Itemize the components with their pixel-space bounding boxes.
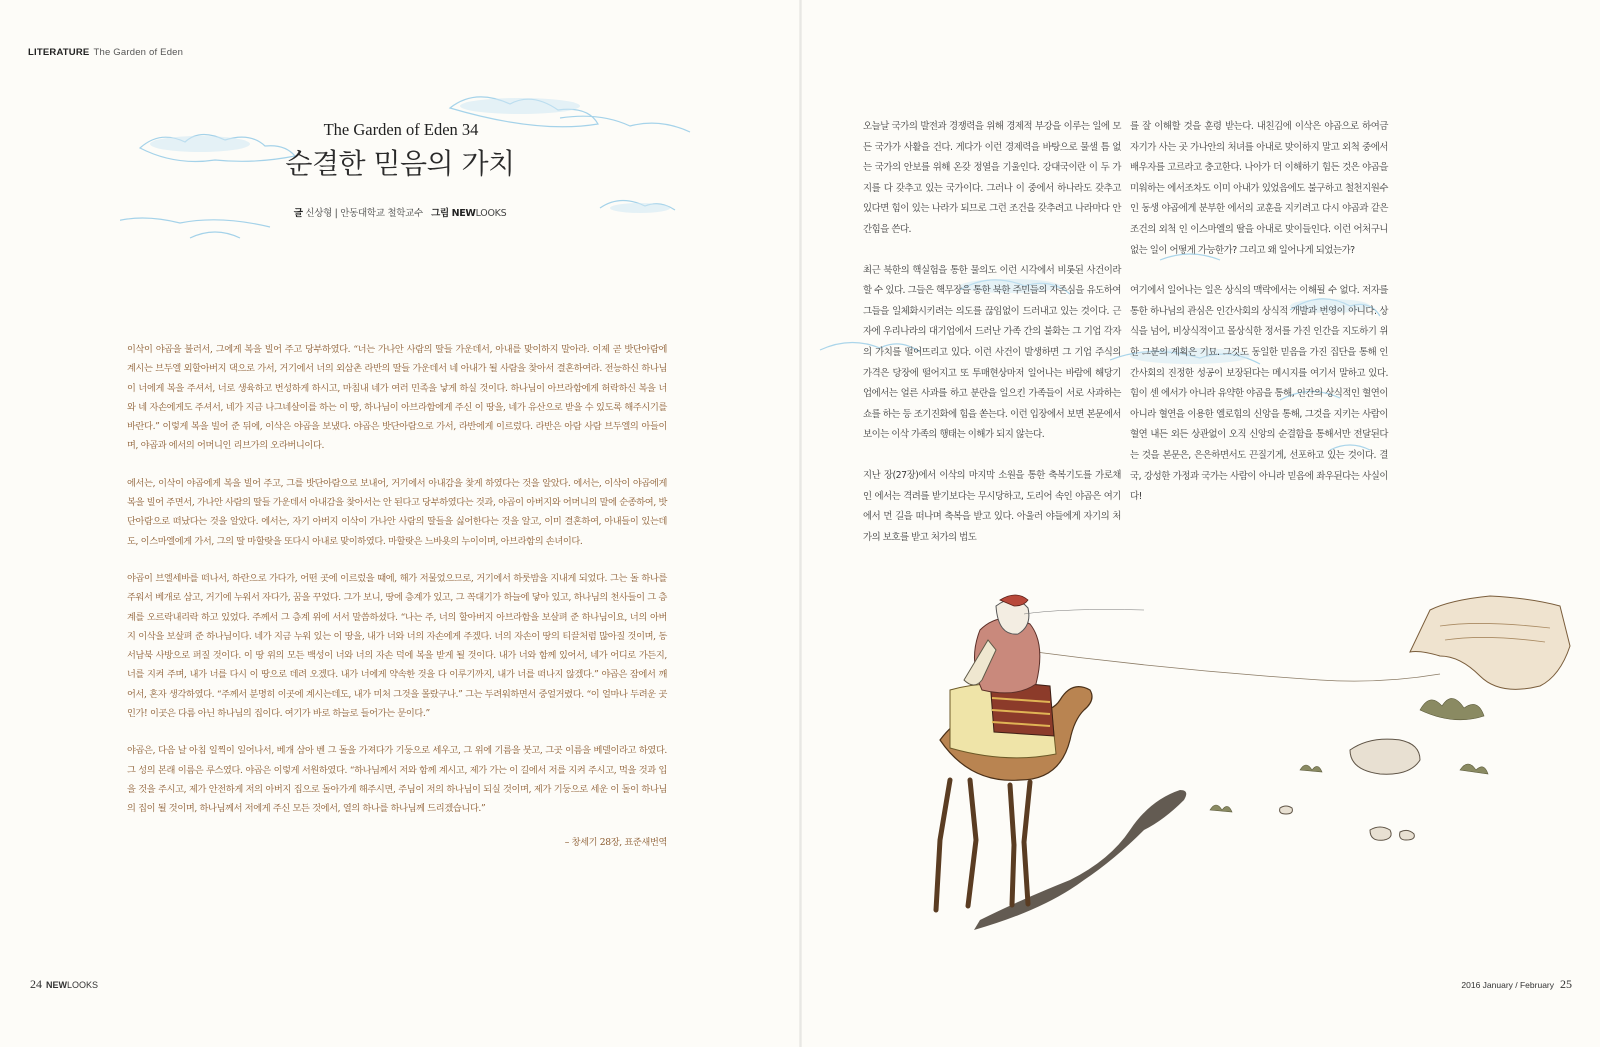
scripture-source: – 창세기 28장, 표준새번역 [564,836,667,848]
illustrator-brand-rest: LOOKS [475,208,507,219]
magazine-name [46,980,98,990]
body-paragraph: 여기에서 일어나는 일은 상식의 맥락에서는 이해될 수 없다. 저자를 통한 하나님의 관심은 인간사회의 상식적 개발과 번영이 아니다. 상식을 넘어, 비상식적이고 몰상식한 정서를 가진 인간을 지도하기 위한 그분의 계획은 기묘. 그것도 동일한 믿음을 가진 집단을 통해 인간사회의 진정한 성공이 보장된다는 메시지를 여기서 말하고 있다. 힘이 센 에서가 아니라 유약한 야곱을 통해, 인간의 상식적인 혈연이 아니라 혈연을 이용한 엘로힘의 신앙을 통해, 그것을 지키는 사람이 혈연 내든 외든 상관없이 오직 신앙의 순결함을 통해서만 전달된다는 것을 본문은, 은은하면서도 끈질기게, 선포하고 있는 것이다. 결국, 강성한 가정과 국가는 사람이 아니라 믿음에 좌우된다는 사실이다! [1130,285,1388,503]
author-name: 신상형 | 안동대학교 철학교수 [305,208,423,219]
section-label [28,47,183,58]
scripture-paragraph: 이삭이 야곱을 불러서, 그에게 복을 빌어 주고 당부하였다. “너는 가나안 사람의 딸들 가운데서, 아내를 맞이하지 말아라. 이제 곧 밧단아람에 계시는 브두엘 외할아버지 댁으로 가서, 거기에서 너의 외삼촌 라반의 딸들 가운데서 네 아내가 될 사람을 찾아서 결혼하여라. 전능하신 하나님이 너에게 복을 주셔서, 너로 생육하고 번성하게 하시고, 마침내 네가 여러 민족을 낳게 하실 것이다. 하나님이 아브라함에게 허락하신 복을 너와 네 자손에게도 주셔서, 네가 지금 나그네살이를 하는 이 땅, 하나님이 아브라함에게 주신 이 땅을, 네가 유산으로 받을 수 있도록 해주시기를 바란다.” 이렇게 복을 빌어 준 뒤에, 이삭은 야곱을 보냈다. 야곱은 밧단아람으로 가서, 라반에게 이르렀다. 라반은 아람 사람 브두엘의 아들이며, 야곱과 에서의 어머니인 리브가의 오라버니이다. [127,344,667,452]
issue-date: 2016 January / February [1461,980,1554,990]
article-title-english: The Garden of Eden 34 [323,120,479,139]
scripture-passage [127,340,667,852]
magazine-name-bold: NEW [46,980,67,990]
scripture-paragraph: 에서는, 이삭이 야곱에게 복을 빌어 주고, 그를 밧단아람으로 보내어, 거기에서 아내감을 찾게 하였다는 것을 알았다. 에서는, 이삭이 야곱에게 복을 빌어 주면서, 가나안 사람의 딸들 가운데서 아내감을 찾아서는 안 된다고 당부하였다는 것과, 야곱이 아버지와 어머니의 말에 순종하여, 밧단아람으로 떠났다는 것을 알았다. 에서는, 자기 아버지 이삭이 가나안 사람의 딸들을 싫어한다는 것을 알고, 이미 결혼하여, 아내들이 있는데도, 이스마엘에게 가서, 그의 딸 마할랏을 또다시 아내로 맞이하였다. 마할랏은 느바욧의 누이이며, 아브라함의 손녀이다. [127,477,667,547]
right-page-number: 25 [1560,977,1572,991]
body-paragraph: 오늘날 국가의 발전과 경쟁력을 위해 경제적 부강을 이루는 일에 모든 국가가 사활을 건다. 게다가 이런 경제력을 바탕으로 물샐 틈 없는 국가의 안보를 위해 온갖 정열을 기울인다. 강대국이란 이 두 가지를 다 갖추고 있는 국가이다. 그러나 이 중에서 하나라도 갖추고 있다면 힘이 있는 나라가 되므로 그런 조건을 갖추려고 나라마다 안간힘을 쓴다. [863,121,1121,235]
scripture-paragraph: 야곱은, 다음 날 아침 일찍이 일어나서, 베개 삼아 벤 그 돌을 가져다가 기둥으로 세우고, 그 위에 기름을 붓고, 그곳 이름을 베델이라고 하였다. 그 성의 본래 이름은 루스였다. 야곱은 이렇게 서원하였다. “하나님께서 저와 함께 계시고, 제가 가는 이 길에서 저를 지켜 주시고, 먹을 것과 입을 것을 주시고, 제가 안전하게 저의 아버지 집으로 돌아가게 해주시면, 주님이 저의 하나님이 되실 것이며, 제가 기둥으로 세운 이 돌이 하나님의 집이 될 것이며, 하나님께서 저에게 주신 모든 것에서, 열의 하나를 하나님께 드리겠습니다.” [127,745,667,815]
left-page-number: 24 [30,977,42,991]
byline [280,205,520,219]
page-gutter [799,0,802,1047]
body-paragraph: 를 잘 이해할 것을 훈령 받는다. 내친김에 이삭은 야곱으로 하여금 자기가 사는 곳 가나안의 처녀를 아내로 맞이하지 말고 외척 중에서 배우자를 고르라고 충고한다. 나아가 더 이해하기 힘든 것은 야곱을 미워하는 에서조차도 이미 아내가 있었음에도 불구하고 철천지원수인 동생 야곱에게 분부한 에서의 교훈을 지키려고 다시 야곱과 같은 조건의 외척 인 이스마엘의 딸을 아내로 맞이들인다. 이런 어처구니없는 일이 어떻게 가능한가? 그리고 왜 일어나게 되었는가? [1130,121,1388,256]
right-folio [1461,977,1572,992]
body-paragraph: 지난 장(27장)에서 이삭의 마지막 소원을 통한 축복기도를 가로채인 에서는 격려를 받기보다는 무시당하고, 도리어 속인 야곱은 여기에서 먼 길을 떠나며 축복을 받고 있다. 아울러 야들에게 자기의 처가의 보호를 받고 처가의 법도 [863,469,1121,543]
section-name: LITERATURE [28,47,90,58]
article-title-korean: 순결한 믿음의 가치 [285,147,515,180]
author-label: 글 [293,208,303,219]
illustrator-brand-bold: NEW [451,208,476,219]
body-column-2 [1130,117,1388,528]
body-paragraph: 최근 북한의 핵실험을 통한 물의도 이런 시각에서 비롯된 사건이라 할 수 있다. 그들은 핵무장을 통한 북한 주민들의 자존심을 유도하여 그들을 일체화시키려는 의도를 끊임없이 드러내고 있는 것이다. 근자에 우리나라의 대기업에서 드러난 가족 간의 불화는 그 기업 각자의 가치를 떨어뜨리고 있다. 이런 사건이 발생하면 그 기업 주식의 가격은 당장에 떨어지고 또 투매현상마저 일어나는 바람에 해당기업에서는 얼른 사과를 하고 분란을 일으킨 가족들이 서로 사과하는 쇼를 하는 등 조기진화에 힘을 쏟는다. 이런 입장에서 보면 본문에서 보이는 이삭 가족의 행태는 이해가 되지 않는다. [863,264,1121,441]
left-folio [30,977,98,992]
body-column-1 [863,117,1121,568]
illustrator-label: 그림 [431,208,449,219]
section-subtitle: The Garden of Eden [93,47,184,58]
camel-rider-illustration [900,570,1580,970]
magazine-name-rest: LOOKS [67,980,99,990]
scripture-paragraph: 야곱이 브엘세바를 떠나서, 하란으로 가다가, 어떤 곳에 이르렀을 때에, 해가 저물었으므로, 거기에서 하룻밤을 지내게 되었다. 그는 돌 하나를 주워서 베개로 삼고, 거기에 누워서 자다가, 꿈을 꾸었다. 그가 보니, 땅에 층계가 있고, 그 꼭대기가 하늘에 닿아 있고, 하나님의 천사들이 그 층계를 오르락내리락 하고 있었다. 주께서 그 층계 위에 서서 말씀하셨다. “나는 주, 너의 할아버지 아브라함을 보살펴 준 하나님이요, 너의 아버지 이삭을 보살펴 준 하나님이다. 네가 지금 누워 있는 이 땅을, 내가 너와 너의 자손에게 주겠다. 너의 자손이 땅의 티끌처럼 많아질 것이며, 동서남북 사방으로 퍼질 것이다. 이 땅 위의 모든 백성이 너와 너의 자손 덕에 복을 받게 될 것이다. 내가 너와 함께 있어서, 네가 어디로 가든지, 너를 지켜 주며, 내가 너를 다시 이 땅으로 데려 오겠다. 내가 너에게 약속한 것을 다 이루기까지, 내가 너를 떠나지 않겠다.” 야곱은 잠에서 깨어서, 혼자 생각하였다. “주께서 분명히 이곳에 계시는데도, 내가 미처 그것을 몰랐구나.” 그는 두려워하면서 중얼거렸다. “이 얼마나 두려운 곳인가! 이곳은 다름 아닌 하나님의 집이다. 여기가 바로 하늘로 들어가는 문이다.” [127,572,667,720]
